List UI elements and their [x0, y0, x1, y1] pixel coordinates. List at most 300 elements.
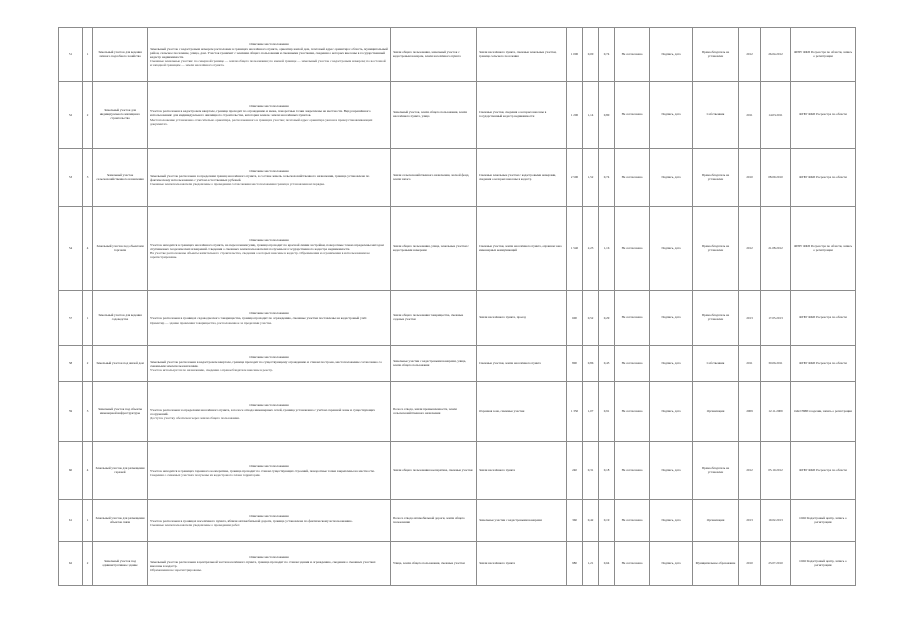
- neighbors-cell: [391, 542, 477, 586]
- value-one-v1-text: 2,23: [587, 246, 594, 251]
- value-one-cell: [583, 346, 599, 382]
- area-cell: [567, 82, 583, 149]
- status-cell: [615, 382, 650, 442]
- date-date-text: 30.06.2011: [768, 361, 783, 366]
- value-two-cell: [599, 149, 615, 207]
- neighbors-extra-neighbors2-text: Смежные участки, земли населённого пункта: [479, 360, 541, 365]
- date-date-text: 23.07.2010: [768, 561, 783, 566]
- row-index-idx-text: 57: [68, 315, 73, 320]
- location-description-descr2-text: Участок используется по назначению, сведения о правообладателе внесены в реестр.: [150, 368, 274, 373]
- location-description-descr-text: Земельный участок расположен в кадастровом квартале, граница проходит по существующему ограждению и стенам построек, местоположение согласовано со смежными землепользователями.: [150, 359, 382, 368]
- signature-cell: [650, 542, 693, 586]
- area-area-text: 360: [572, 518, 577, 523]
- location-description-descr-text: Земельный участок расположен в центральной части населённого пункта, граница проходит по стенам здания и ограждению, сведения о смежных участках внесены в кадастр.: [150, 559, 376, 568]
- status-status-text: Не согласовано: [621, 517, 643, 522]
- value-one-v1-text: 1,14: [587, 112, 594, 117]
- neighbors-extra-neighbors2-text: Охранная зона, смежные участки: [479, 408, 525, 413]
- status-status-text: Не согласовано: [621, 51, 643, 56]
- value-one-v1-text: 1,52: [587, 175, 594, 180]
- area-cell: [567, 149, 583, 207]
- location-description-cell: [148, 149, 391, 207]
- value-two-cell: [599, 346, 615, 382]
- location-description-descr2-text: Местоположение установлено относительно ориентира, расположенного в границах участка; почтовый адрес ориентира указан в правоустанавливающих документах.: [150, 117, 373, 126]
- registration-cell: [791, 82, 856, 149]
- row-position-pos-text: 2: [86, 112, 89, 117]
- date-cell: [761, 82, 791, 149]
- signature-sign-text: Подпись, дата: [661, 517, 681, 522]
- signature-cell: [650, 346, 693, 382]
- date-date-text: 19.02.2013: [768, 518, 783, 523]
- date-cell: [761, 442, 791, 500]
- signature-cell: [650, 442, 693, 500]
- row-index-cell: [59, 346, 83, 382]
- table-row: [59, 500, 856, 542]
- signature-sign-text: Подпись, дата: [661, 467, 681, 472]
- neighbors-extra-cell: [477, 149, 567, 207]
- table-row: [59, 542, 856, 586]
- year-cell: [739, 149, 761, 207]
- location-description-header-text: Описание местоположения: [249, 311, 289, 316]
- row-position-cell: [83, 291, 93, 346]
- row-position-pos-text: 1: [86, 315, 89, 320]
- area-area-text: 2 500: [570, 175, 579, 180]
- row-position-pos-text: 4: [86, 246, 89, 251]
- neighbors-neighbors-text: Земельный участок, земли общего пользования, земли населённого пункта, улица: [393, 110, 467, 118]
- value-one-cell: [583, 500, 599, 542]
- owner-owner-text: Собственник: [706, 360, 725, 365]
- parcel-name-cell: [93, 149, 148, 207]
- row-position-pos-text: 4: [86, 468, 89, 473]
- table-row: [59, 82, 856, 149]
- signature-cell: [650, 500, 693, 542]
- year-cell: [739, 28, 761, 82]
- signature-sign-text: Подпись, дата: [661, 560, 681, 565]
- area-cell: [567, 542, 583, 586]
- status-status-text: Не согласовано: [621, 560, 643, 565]
- row-index-idx-text: 62: [68, 561, 73, 566]
- location-description-cell: [148, 207, 391, 291]
- parcel-name-cell: [93, 442, 148, 500]
- status-status-text: Не согласовано: [621, 360, 643, 365]
- year-year-text: 2012: [746, 52, 753, 57]
- neighbors-extra-neighbors2-text: Земли населённого пункта, проезд: [479, 315, 526, 320]
- row-index-cell: [59, 28, 83, 82]
- signature-cell: [650, 149, 693, 207]
- area-cell: [567, 382, 583, 442]
- value-one-v1-text: 0,86: [587, 361, 594, 366]
- neighbors-cell: [391, 500, 477, 542]
- status-cell: [615, 346, 650, 382]
- row-position-pos-text: 1: [86, 52, 89, 57]
- date-cell: [761, 28, 791, 82]
- value-two-cell: [599, 28, 615, 82]
- value-two-cell: [599, 82, 615, 149]
- status-cell: [615, 542, 650, 586]
- location-description-descr-text: Участок расположен в границах садоводческого товарищества, граница проходит по ограждению, смежные участки поставлены на кадастровый учёт.: [150, 316, 368, 321]
- status-status-text: Не согласовано: [621, 408, 643, 413]
- row-index-idx-text: 51: [68, 52, 73, 57]
- registration-cell: [791, 542, 856, 586]
- owner-cell: [693, 291, 739, 346]
- neighbors-neighbors-text: Земельные участки с кадастровыми номерами, улица, земли общего пользования: [393, 358, 467, 367]
- row-index-cell: [59, 382, 83, 442]
- neighbors-extra-cell: [477, 542, 567, 586]
- date-cell: [761, 291, 791, 346]
- owner-cell: [693, 500, 739, 542]
- value-two-v2-text: 0,91: [603, 409, 610, 414]
- parcel-name-name-text: Земельный участок для размещения объектов связи: [95, 515, 145, 524]
- owner-owner-text: Муниципальное образование: [695, 560, 736, 565]
- parcel-name-name-text: Земельный участок для ведения садоводства: [98, 313, 142, 321]
- row-position-cell: [83, 346, 93, 382]
- location-description-descr-text: Участок расположен за пределами населённого пункта, в полосе отвода инженерных сетей, граница установлена с учётом охранной зоны и существующих сооружений.: [150, 407, 375, 416]
- signature-sign-text: Подпись, дата: [661, 112, 681, 117]
- value-two-cell: [599, 207, 615, 291]
- parcel-name-name-text: Земельный участок под административное здание: [102, 558, 138, 567]
- parcel-name-cell: [93, 542, 148, 586]
- parcel-register-table: [58, 27, 856, 586]
- row-index-cell: [59, 500, 83, 542]
- date-cell: [761, 500, 791, 542]
- table-row: [59, 442, 856, 500]
- row-position-pos-text: 1: [86, 518, 89, 523]
- owner-cell: [693, 149, 739, 207]
- parcel-name-name-text: Земельный участок для ведения личного подсобного хозяйства: [98, 49, 142, 58]
- date-cell: [761, 149, 791, 207]
- status-cell: [615, 82, 650, 149]
- neighbors-extra-neighbors2-text: Смежные земельные участки с кадастровыми номерами, сведения о которых внесены в кадастр: [479, 172, 557, 181]
- registration-cell: [791, 207, 856, 291]
- parcel-name-name-text: Земельный участок сельскохозяйственного назначения: [96, 172, 144, 181]
- neighbors-extra-cell: [477, 346, 567, 382]
- neighbors-neighbors-text: Земли общего пользования кооператива, смежные участки: [393, 467, 473, 472]
- neighbors-neighbors-text: Полоса отвода, земли промышленности, земли сельскохозяйственного назначения: [393, 406, 457, 415]
- value-two-v2-text: 0,18: [603, 468, 610, 473]
- area-cell: [567, 442, 583, 500]
- value-one-cell: [583, 149, 599, 207]
- owner-cell: [693, 346, 739, 382]
- signature-sign-text: Подпись, дата: [661, 174, 681, 179]
- owner-cell: [693, 28, 739, 82]
- neighbors-extra-cell: [477, 82, 567, 149]
- location-description-cell: [148, 28, 391, 82]
- location-description-descr-text: Участок находится в границах гаражного кооператива, граница проходит по стенам существующих строений, поворотные точки закреплены на местности.: [150, 468, 375, 473]
- owner-owner-text: Правообладатель не установлен: [701, 49, 730, 58]
- row-position-cell: [83, 207, 93, 291]
- signature-cell: [650, 207, 693, 291]
- parcel-name-cell: [93, 500, 148, 542]
- year-year-text: 2012: [746, 468, 753, 473]
- parcel-name-name-text: Земельный участок под жилой дом: [96, 360, 144, 365]
- registration-reg-text: ООО Кадастровый центр, запись о регистрации: [799, 515, 847, 524]
- value-one-v1-text: 0,42: [587, 518, 594, 523]
- area-area-text: 1 200: [570, 112, 579, 117]
- location-description-descr2-text: На участке расположены объекты капитального строительства, сведения о которых внесены в кадастр. Обременения и ограничения в использовании не зарегистрированы.: [150, 251, 370, 260]
- neighbors-neighbors-text: Земли общего пользования товарищества, смежные садовые участки: [393, 313, 464, 321]
- value-two-v2-text: 0,64: [603, 561, 610, 566]
- parcel-name-cell: [93, 382, 148, 442]
- row-index-idx-text: 53: [68, 175, 73, 180]
- row-position-cell: [83, 82, 93, 149]
- value-two-v2-text: 0,74: [603, 175, 610, 180]
- row-index-idx-text: 60: [68, 468, 73, 473]
- area-cell: [567, 500, 583, 542]
- status-cell: [615, 500, 650, 542]
- registration-cell: [791, 442, 856, 500]
- row-index-cell: [59, 542, 83, 586]
- location-description-header-text: Описание местоположения: [249, 402, 289, 407]
- status-status-text: Не согласовано: [621, 174, 643, 179]
- row-index-idx-text: 54: [68, 246, 73, 251]
- registration-cell: [791, 149, 856, 207]
- owner-owner-text: Собственник: [706, 112, 725, 117]
- owner-owner-text: Организация: [706, 408, 725, 413]
- owner-owner-text: Правообладатель не установлен: [701, 172, 730, 181]
- value-one-v1-text: 0,31: [587, 468, 594, 473]
- location-description-descr-text: Участок расположен в границах населённого пункта, вблизи автомобильной дороги, граница установлена по фактическому использованию.: [150, 518, 353, 523]
- registration-reg-text: ОАО НИИ геодезии, запись о регистрации: [794, 408, 852, 413]
- location-description-header-text: Описание местоположения: [249, 354, 289, 359]
- area-area-text: 1 000: [570, 52, 579, 57]
- owner-cell: [693, 442, 739, 500]
- status-status-text: Не согласовано: [621, 467, 643, 472]
- year-year-text: 2011: [746, 361, 753, 366]
- area-area-text: 600: [572, 315, 577, 320]
- location-description-cell: [148, 82, 391, 149]
- status-cell: [615, 442, 650, 500]
- date-date-text: 05.10.2012: [768, 468, 783, 473]
- status-cell: [615, 291, 650, 346]
- neighbors-extra-cell: [477, 207, 567, 291]
- row-position-cell: [83, 500, 93, 542]
- row-index-cell: [59, 442, 83, 500]
- location-description-descr2-text: Смежные землепользователи уведомлены о проведении согласования местоположения границ в установленном порядке.: [150, 182, 325, 187]
- row-position-cell: [83, 28, 93, 82]
- neighbors-cell: [391, 442, 477, 500]
- location-description-descr2-text: Смежные землепользователи уведомлены о проведении работ.: [150, 523, 241, 528]
- neighbors-neighbors-text: Улица, земли общего пользования, смежные участки: [393, 560, 465, 565]
- year-cell: [739, 82, 761, 149]
- value-one-cell: [583, 28, 599, 82]
- neighbors-extra-cell: [477, 28, 567, 82]
- table-row: [59, 382, 856, 442]
- table-row: [59, 28, 856, 82]
- status-cell: [615, 28, 650, 82]
- date-cell: [761, 207, 791, 291]
- value-two-v2-text: 0,45: [603, 361, 610, 366]
- neighbors-extra-cell: [477, 382, 567, 442]
- status-status-text: Не согласовано: [621, 112, 643, 117]
- date-cell: [761, 346, 791, 382]
- value-one-v1-text: 1,21: [587, 561, 594, 566]
- area-area-text: 1 350: [570, 409, 579, 414]
- row-position-pos-text: 3: [86, 175, 89, 180]
- row-index-cell: [59, 291, 83, 346]
- location-description-descr2-text: Ориентир — здание правления товарищества, расположенное за пределами участка.: [150, 320, 273, 325]
- year-year-text: 2009: [746, 409, 753, 414]
- location-description-header-text: Описание местоположения: [249, 554, 289, 559]
- date-cell: [761, 542, 791, 586]
- owner-owner-text: Организация: [706, 517, 725, 522]
- parcel-name-cell: [93, 291, 148, 346]
- table-row: [59, 149, 856, 207]
- owner-owner-text: Правообладатель не установлен: [701, 313, 730, 321]
- year-year-text: 2010: [746, 561, 753, 566]
- signature-sign-text: Подпись, дата: [661, 408, 681, 413]
- neighbors-extra-cell: [477, 291, 567, 346]
- signature-sign-text: Подпись, дата: [661, 51, 681, 56]
- registration-reg-text: ФГБУ ФКП Росреестра по области: [799, 467, 847, 472]
- neighbors-cell: [391, 346, 477, 382]
- value-two-v2-text: 1,16: [603, 246, 610, 251]
- neighbors-cell: [391, 28, 477, 82]
- parcel-name-name-text: Земельный участок под объектами торговли: [96, 243, 144, 252]
- area-cell: [567, 28, 583, 82]
- neighbors-extra-neighbors2-text: Земли населённого пункта, смежные земельные участки, граница сельского поселения: [479, 49, 557, 58]
- neighbors-neighbors-text: Земли общего пользования, улица, земельные участки с кадастровыми номерами: [393, 243, 469, 252]
- value-two-cell: [599, 442, 615, 500]
- date-cell: [761, 382, 791, 442]
- registration-cell: [791, 500, 856, 542]
- owner-owner-text: Правообладатель не установлен: [701, 465, 730, 474]
- value-one-v1-text: 0,52: [587, 315, 594, 320]
- signature-cell: [650, 28, 693, 82]
- neighbors-extra-cell: [477, 500, 567, 542]
- location-description-cell: [148, 346, 391, 382]
- value-two-cell: [599, 382, 615, 442]
- owner-owner-text: Правообладатель не установлен: [701, 243, 730, 252]
- registration-reg-text: ФГБУ ФКП Росреестра по области, запись о регистрации: [793, 243, 853, 252]
- location-description-header-text: Описание местоположения: [249, 513, 289, 518]
- neighbors-cell: [391, 149, 477, 207]
- location-description-descr2-text: Обременения не зарегистрированы.: [150, 568, 202, 573]
- location-description-cell: [148, 382, 391, 442]
- location-description-descr-text: Земельный участок с кадастровым номером расположен в границах населённого пункта, ориентир жилой дом, почтовый адрес ориентира: область, муниципальный район, сельское поселение, улица, дом. Участок граничит с землями общего пользования и смежными участками, сведения о которых внесены в государственный кадастр недвижимости.: [150, 46, 388, 59]
- status-cell: [615, 149, 650, 207]
- date-date-text: 17.05.2013: [768, 315, 783, 320]
- date-date-text: 26.04.2012: [768, 52, 783, 57]
- value-one-v1-text: 1,07: [587, 409, 594, 414]
- location-description-cell: [148, 542, 391, 586]
- location-description-descr-text: Участок расположен в кадастровом квартале, граница проходит по ограждению и меже, поворотные точки закреплены на местности. Вид разрешённого использования: для индивидуального жилищного строительства, категория земель: земли населённых пунктов.: [150, 109, 371, 118]
- signature-sign-text: Подпись, дата: [661, 315, 681, 320]
- status-status-text: Не согласовано: [621, 245, 643, 250]
- row-index-cell: [59, 207, 83, 291]
- year-cell: [739, 542, 761, 586]
- row-position-pos-text: 2: [86, 361, 89, 366]
- owner-cell: [693, 382, 739, 442]
- location-description-header-text: Описание местоположения: [249, 237, 289, 242]
- table-body: [59, 28, 856, 586]
- parcel-name-name-text: Земельный участок для размещения гаражей: [95, 465, 145, 474]
- area-cell: [567, 291, 583, 346]
- location-description-header-text: Описание местоположения: [249, 463, 289, 468]
- row-index-cell: [59, 149, 83, 207]
- neighbors-extra-neighbors2-text: Смежные участки, сведения о которых внесены в государственный кадастр недвижимости: [479, 110, 547, 118]
- value-one-cell: [583, 382, 599, 442]
- year-cell: [739, 500, 761, 542]
- year-year-text: 2010: [746, 175, 753, 180]
- signature-cell: [650, 382, 693, 442]
- registration-reg-text: ООО Кадастровый центр, запись о регистрации: [799, 558, 847, 567]
- neighbors-extra-neighbors2-text: Земли населённого пункта: [479, 467, 516, 472]
- location-description-header-text: Описание местоположения: [249, 104, 289, 109]
- neighbors-neighbors-text: Полоса отвода автомобильной дороги, земли общего пользования: [393, 515, 465, 524]
- date-date-text: 12.11.2009: [768, 409, 783, 414]
- registration-reg-text: ФГБУ ФКП Росреестра по области: [799, 112, 847, 117]
- area-cell: [567, 207, 583, 291]
- row-index-cell: [59, 82, 83, 149]
- table-row: [59, 346, 856, 382]
- row-index-idx-text: 59: [68, 409, 73, 414]
- table-row: [59, 207, 856, 291]
- status-status-text: Не согласовано: [621, 315, 643, 320]
- date-date-text: 21.08.2012: [768, 246, 783, 251]
- value-one-cell: [583, 442, 599, 500]
- registration-reg-text: ФГБУ ФКП Росреестра по области: [799, 315, 847, 320]
- value-two-cell: [599, 542, 615, 586]
- year-cell: [739, 382, 761, 442]
- location-description-descr-text: Земельный участок расположен за пределами границ населённого пункта, в составе земель сельскохозяйственного назначения, граница установлена по фактическому использованию с учётом естественных рубежей.: [150, 173, 370, 182]
- year-year-text: 2011: [746, 112, 753, 117]
- location-description-descr2-text: Доступ к участку обеспечен через земли общего пользования.: [150, 416, 240, 421]
- parcel-name-cell: [93, 207, 148, 291]
- year-cell: [739, 207, 761, 291]
- registration-cell: [791, 346, 856, 382]
- row-position-pos-text: 3: [86, 409, 89, 414]
- parcel-name-name-text: Земельный участок под объекты инженерной инфраструктуры: [97, 406, 143, 415]
- value-one-cell: [583, 82, 599, 149]
- location-description-header-text: Описание местоположения: [249, 41, 289, 46]
- row-index-idx-text: 58: [68, 361, 73, 366]
- owner-cell: [693, 82, 739, 149]
- year-year-text: 2013: [746, 518, 753, 523]
- neighbors-cell: [391, 291, 477, 346]
- location-description-cell: [148, 442, 391, 500]
- value-two-v2-text: 0,29: [603, 315, 610, 320]
- parcel-name-cell: [93, 28, 148, 82]
- area-area-text: 980: [572, 561, 577, 566]
- neighbors-extra-cell: [477, 442, 567, 500]
- registration-reg-text: ФГБУ ФКП Росреестра по области, запись о регистрации: [793, 49, 853, 58]
- location-description-cell: [148, 291, 391, 346]
- row-index-idx-text: 52: [68, 112, 73, 117]
- neighbors-cell: [391, 207, 477, 291]
- neighbors-extra-neighbors2-text: Смежные участки, земли населённого пункта, охранная зона инженерных коммуникаций: [479, 243, 562, 252]
- parcel-name-cell: [93, 346, 148, 382]
- row-position-pos-text: 2: [86, 561, 89, 566]
- registration-reg-text: ФГБУ ФКП Росреестра по области: [799, 174, 847, 179]
- table-row: [59, 291, 856, 346]
- year-cell: [739, 346, 761, 382]
- status-cell: [615, 207, 650, 291]
- area-area-text: 1 540: [570, 246, 579, 251]
- value-two-cell: [599, 500, 615, 542]
- location-description-header-text: Описание местоположения: [249, 168, 289, 173]
- parcel-name-cell: [93, 82, 148, 149]
- location-description-descr-text: Участок находится в границах населённого пункта, на пересечении улиц, граница проходит по красной линии застройки, поворотные точки определены методом спутниковых геодезических измерений. Сведения о смежных землепользователях получены из государственного кадастра недвижимости.: [150, 242, 384, 251]
- neighbors-extra-neighbors2-text: Земельные участки с кадастровыми номерами: [479, 517, 542, 522]
- location-description-descr2-text: Смежные земельные участки: по северной границе — земли общего пользования; по южной границе — земельный участок с кадастровым номером; по восточной и западной границам — земли населённого пункта.: [150, 59, 386, 68]
- date-date-text: 08.09.2010: [768, 175, 783, 180]
- value-two-v2-text: 0,74: [603, 52, 610, 57]
- signature-sign-text: Подпись, дата: [661, 245, 681, 250]
- year-year-text: 2013: [746, 315, 753, 320]
- row-position-cell: [83, 442, 93, 500]
- location-description-descr2-text: Сведения о смежных участках получены из кадастрового плана территории.: [150, 473, 261, 478]
- row-position-cell: [83, 149, 93, 207]
- area-area-text: 240: [572, 468, 577, 473]
